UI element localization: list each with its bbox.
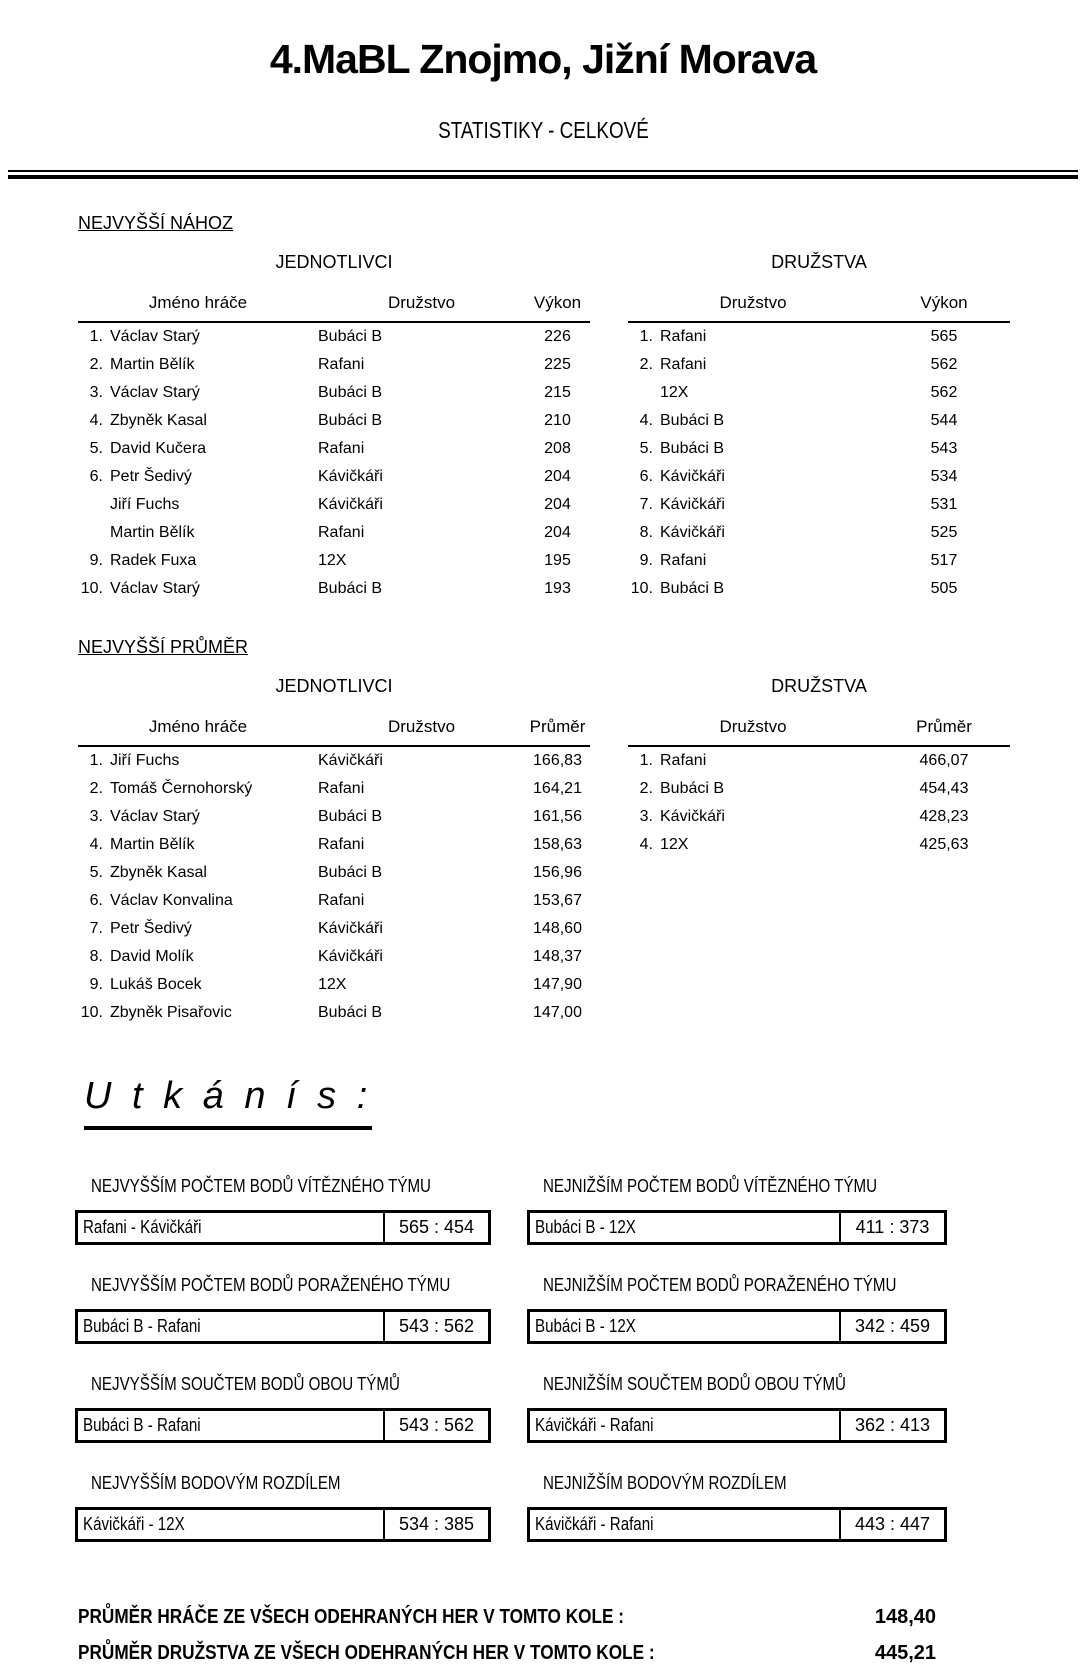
table-row [78,887,590,915]
player-name-cell [78,971,318,999]
rank-label: 2. [639,356,653,373]
team-cell: Rafani [318,780,365,797]
column-header-team: Družstvo [318,717,525,746]
column-header-team: Družstvo [628,293,878,322]
score-cell: 215 [544,384,571,401]
match-teams: Bubáci B - 12X [530,1213,841,1242]
player-name-cell [78,463,318,491]
table-title-teams: DRUŽSTVA [771,676,867,696]
table-row [78,859,590,887]
score-cell: 195 [544,552,571,569]
table-row [628,803,1010,831]
match-stat-block [75,1473,491,1542]
player-name: Martin Bělík [110,836,195,853]
match-stat-box [75,1507,491,1542]
summary-row [78,1642,936,1665]
rank-label: 8. [639,524,653,541]
table-row [78,435,590,463]
score-cell: 531 [930,496,958,513]
section-highest-game [78,179,1086,603]
team-name-cell [628,407,878,435]
match-stat-block [527,1473,947,1542]
highest-game-individuals [78,252,590,603]
match-teams: Kávičkáři - Rafani [530,1411,841,1440]
match-stat-box [527,1507,947,1542]
table-row [78,519,590,547]
table-header-row [78,717,590,746]
average-cell: 466,07 [919,752,969,769]
individuals-game-table [78,293,590,603]
team-name: Rafani [660,328,707,345]
rank-label: 1. [89,752,103,769]
table-row [628,831,1010,859]
player-name-cell [78,491,318,519]
column-header-score: Výkon [525,293,590,322]
team-name: Kávičkáři [660,468,725,485]
table-row [78,491,590,519]
table-row [78,943,590,971]
rank-label: 4. [89,412,103,429]
player-name: Zbyněk Kasal [110,412,207,429]
player-name: Martin Bělík [110,524,195,541]
player-name: Václav Starý [110,384,200,401]
table-row [628,491,1010,519]
score-cell: 544 [930,412,958,429]
average-cell: 153,67 [533,892,582,909]
team-name: Rafani [660,552,707,569]
team-cell: 12X [318,552,347,569]
match-teams: Rafani - Kávičkáři [78,1213,385,1242]
column-header-team: Družstvo [318,293,525,322]
teams-average-table [628,717,1010,859]
player-name-cell [78,831,318,859]
match-stat-block [75,1275,491,1344]
match-stat-block [527,1275,947,1344]
player-name-cell [78,746,318,775]
match-score: 565 : 454 [398,1217,475,1237]
table-title-individuals: JEDNOTLIVCI [275,676,393,696]
average-cell: 166,83 [533,752,582,769]
player-name: Tomáš Černohorský [110,780,253,797]
highest-game-tables [78,252,1086,603]
summary-label: PRŮMĚR DRUŽSTVA ZE VŠECH ODEHRANÝCH HER V TOMTO KOLE : [78,1642,655,1664]
table-row [628,322,1010,351]
table-row [628,351,1010,379]
table-header-row [78,293,590,322]
player-name-cell [78,322,318,351]
table-row [78,999,590,1027]
team-name-cell [628,803,878,831]
rank-label: 5. [89,440,103,457]
score-cell: 210 [544,412,571,429]
match-teams: Kávičkáři - Rafani [530,1510,841,1539]
player-name-cell [78,887,318,915]
player-name: Jiří Fuchs [110,752,180,769]
team-cell: Bubáci B [318,412,383,429]
match-score: 443 : 447 [854,1514,931,1534]
player-name-cell [78,379,318,407]
rank-label: 4. [639,836,653,853]
average-cell: 156,96 [533,864,582,881]
match-stat-box [527,1210,947,1245]
rank-label: 7. [89,920,103,937]
player-name-cell [78,519,318,547]
rank-label: 6. [89,468,103,485]
player-name: Petr Šedivý [110,920,192,937]
match-stat-label: NEJNIŽŠÍM POČTEM BODŮ PORAŽENÉHO TÝMU [543,1275,897,1295]
average-cell: 425,63 [919,836,969,853]
player-name: Zbyněk Kasal [110,864,207,881]
player-name-cell [78,943,318,971]
team-cell: Rafani [318,440,365,457]
score-cell: 565 [930,328,958,345]
table-row [78,351,590,379]
average-cell: 148,60 [533,920,582,937]
player-name-cell [78,575,318,603]
score-cell: 225 [544,356,571,373]
team-cell: Bubáci B [318,384,383,401]
summary-value: 445,21 [874,1642,936,1664]
match-stat-box [75,1309,491,1344]
player-name-cell [78,435,318,463]
average-cell: 428,23 [919,808,969,825]
summary-row [78,1606,936,1629]
team-cell: Rafani [318,892,365,909]
team-name: Kávičkáři [660,524,725,541]
match-stat-box [527,1309,947,1344]
rank-label: 1. [89,328,103,345]
individuals-average-table [78,717,590,1027]
rank-label: 6. [639,468,653,485]
table-row [628,379,1010,407]
team-name: 12X [660,836,689,853]
match-stat-box [75,1408,491,1443]
match-stats-grid [75,1176,947,1542]
team-name: Rafani [660,752,707,769]
match-stat-label: NEJVYŠŠÍM SOUČTEM BODŮ OBOU TÝMŮ [91,1374,400,1394]
rank-label: 7. [639,496,653,513]
player-name: Radek Fuxa [110,552,197,569]
match-stat-label: NEJVYŠŠÍM POČTEM BODŮ VÍTĚZNÉHO TÝMU [91,1176,431,1196]
team-cell: Bubáci B [318,808,383,825]
team-name-cell [628,322,878,351]
rank-label: 4. [89,836,103,853]
table-row [78,971,590,999]
summary-value: 148,40 [874,1606,936,1628]
player-name: Václav Starý [110,808,200,825]
score-cell: 562 [930,384,958,401]
player-name-cell [78,547,318,575]
rank-label: 5. [639,440,653,457]
table-row [78,915,590,943]
player-name: Václav Starý [110,328,200,345]
player-name: Lukáš Bocek [110,976,202,993]
section-heading-highest-average: NEJVYŠŠÍ PRŮMĚR [78,637,249,657]
section-heading-highest-game: NEJVYŠŠÍ NÁHOZ [78,213,234,233]
page-title: 4.MaBL Znojmo, Jižní Morava [269,36,817,82]
score-cell: 517 [930,552,958,569]
score-cell: 562 [930,356,958,373]
score-cell: 193 [544,580,571,597]
column-header-average: Průměr [525,717,590,746]
team-cell: Bubáci B [318,580,383,597]
team-name: Rafani [660,356,707,373]
team-name: Bubáci B [660,580,725,597]
match-score: 411 : 373 [855,1217,930,1237]
table-row [78,803,590,831]
player-name: David Molík [110,948,194,965]
team-cell: Bubáci B [318,864,383,881]
team-name-cell [628,831,878,859]
table-row [78,831,590,859]
match-score: 534 : 385 [398,1514,475,1534]
table-row [628,407,1010,435]
match-stat-label: NEJNIŽŠÍM BODOVÝM ROZDÍLEM [543,1473,787,1493]
team-name: Kávičkáři [660,496,725,513]
table-row [78,775,590,803]
rank-label: 2. [89,356,103,373]
rank-label: 6. [89,892,103,909]
score-cell: 208 [544,440,571,457]
team-name: Bubáci B [660,412,725,429]
match-score: 362 : 413 [854,1415,931,1435]
table-title-individuals: JEDNOTLIVCI [275,252,393,272]
match-stat-label: NEJVYŠŠÍM BODOVÝM ROZDÍLEM [91,1473,341,1493]
team-name-cell [628,491,878,519]
player-name-cell [78,859,318,887]
score-cell: 204 [544,524,571,541]
team-name-cell [628,519,878,547]
match-teams: Kávičkáři - 12X [78,1510,385,1539]
table-row [628,463,1010,491]
average-cell: 161,56 [533,808,582,825]
table-row [78,547,590,575]
team-name-cell [628,547,878,575]
average-cell: 454,43 [919,780,969,797]
table-row [78,322,590,351]
team-cell: Rafani [318,356,365,373]
team-cell: Kávičkáři [318,468,383,485]
player-name-cell [78,775,318,803]
table-row [628,547,1010,575]
match-stat-box [75,1210,491,1245]
team-cell: Rafani [318,836,365,853]
match-stat-block [527,1176,947,1245]
table-row [628,746,1010,775]
score-cell: 204 [544,468,571,485]
team-name: 12X [660,384,689,401]
rank-label: 9. [89,976,103,993]
table-row [628,435,1010,463]
summary-label: PRŮMĚR HRÁČE ZE VŠECH ODEHRANÝCH HER V TOMTO KOLE : [78,1606,624,1628]
score-cell: 204 [544,496,571,513]
team-cell: Kávičkáři [318,752,383,769]
player-name: Petr Šedivý [110,468,192,485]
header-divider [8,170,1078,179]
team-cell: Bubáci B [318,328,383,345]
table-header-row [628,293,1010,322]
player-name: Martin Bělík [110,356,195,373]
rank-label: 2. [639,780,653,797]
section-highest-average [78,603,1086,1027]
team-cell: Kávičkáři [318,920,383,937]
match-stat-box [527,1408,947,1443]
rank-label: 3. [89,384,103,401]
table-row [78,407,590,435]
match-score: 543 : 562 [398,1415,475,1435]
table-row [78,575,590,603]
table-row [628,775,1010,803]
player-name: Zbyněk Pisařovic [110,1004,232,1021]
match-stat-label: NEJNIŽŠÍM POČTEM BODŮ VÍTĚZNÉHO TÝMU [543,1176,878,1196]
team-cell: Bubáci B [318,1004,383,1021]
column-header-player-name: Jméno hráče [78,293,318,322]
score-cell: 543 [930,440,958,457]
rank-label: 10. [80,1004,103,1021]
match-teams: Bubáci B - Rafani [78,1312,385,1341]
team-cell: Kávičkáři [318,496,383,513]
highest-average-individuals [78,676,590,1027]
match-teams: Bubáci B - Rafani [78,1411,385,1440]
column-header-team: Družstvo [628,717,878,746]
average-cell: 147,00 [533,1004,582,1021]
player-name: Jiří Fuchs [110,496,180,513]
table-row [628,519,1010,547]
table-row [78,746,590,775]
score-cell: 525 [930,524,958,541]
average-cell: 164,21 [533,780,582,797]
rank-label: 3. [639,808,653,825]
rank-label: 9. [639,552,653,569]
player-name: David Kučera [110,440,207,457]
rank-label: 10. [80,580,103,597]
player-name: Václav Starý [110,580,200,597]
highest-game-teams [628,252,1010,603]
player-name: Václav Konvalina [110,892,233,909]
rank-label: 9. [89,552,103,569]
match-stat-block [75,1374,491,1443]
score-cell: 226 [544,328,571,345]
player-name-cell [78,407,318,435]
team-name: Bubáci B [660,440,725,457]
match-score: 543 : 562 [398,1316,475,1336]
team-name-cell [628,351,878,379]
rank-label: 1. [639,752,653,769]
match-stat-block [75,1176,491,1245]
table-header-row [628,717,1010,746]
team-name-cell [628,746,878,775]
rank-label: 1. [639,328,653,345]
table-row [78,379,590,407]
team-name: Kávičkáři [660,808,725,825]
average-cell: 158,63 [533,836,582,853]
summary-block [78,1606,936,1665]
match-score: 342 : 459 [854,1316,931,1336]
team-name-cell [628,463,878,491]
table-title-teams: DRUŽSTVA [771,252,867,272]
player-name-cell [78,999,318,1027]
team-name-cell [628,379,878,407]
rank-label: 2. [89,780,103,797]
column-header-average: Průměr [878,717,1010,746]
match-stat-label: NEJNIŽŠÍM SOUČTEM BODŮ OBOU TÝMŮ [543,1374,846,1394]
rank-label: 5. [89,864,103,881]
highest-average-tables [78,676,1086,1027]
teams-game-table [628,293,1010,603]
team-name-cell [628,775,878,803]
rank-label: 3. [89,808,103,825]
player-name-cell [78,915,318,943]
score-cell: 505 [930,580,958,597]
column-header-score: Výkon [878,293,1010,322]
column-header-player-name: Jméno hráče [78,717,318,746]
rank-label: 10. [630,580,653,597]
team-cell: Kávičkáři [318,948,383,965]
table-row [628,575,1010,603]
page-subtitle: STATISTIKY - CELKOVÉ [437,117,649,143]
rank-label: 8. [89,948,103,965]
player-name-cell [78,803,318,831]
matches-section-heading: U t k á n í s : [84,1075,1086,1130]
match-stat-block [527,1374,947,1443]
rank-label: 4. [639,412,653,429]
player-name-cell [78,351,318,379]
highest-average-teams [628,676,1010,1027]
table-row [78,463,590,491]
team-name-cell [628,435,878,463]
match-teams: Bubáci B - 12X [530,1312,841,1341]
average-cell: 147,90 [533,976,582,993]
team-cell: 12X [318,976,347,993]
match-stat-label: NEJVYŠŠÍM POČTEM BODŮ PORAŽENÉHO TÝMU [91,1275,451,1295]
team-name: Bubáci B [660,780,725,797]
score-cell: 534 [930,468,958,485]
team-name-cell [628,575,878,603]
team-cell: Rafani [318,524,365,541]
average-cell: 148,37 [533,948,582,965]
